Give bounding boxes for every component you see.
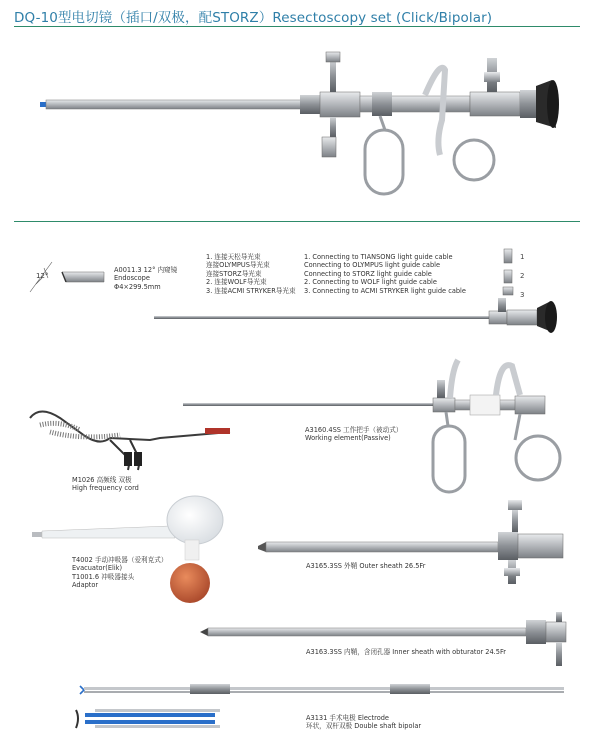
outer-sheath-label: A3165.3SS 外鞘 Outer sheath 26.5Fr [306,562,426,570]
endoscope-name: Endoscope [114,274,150,283]
endoscope-caption [114,266,177,291]
list-item: 3. Connecting to ACMI STRYKER light guide cable [304,286,466,295]
outer-sheath [258,500,563,584]
endoscope-code: A0011.3 12° 内窥镜 [114,266,178,274]
hf-cord [30,412,230,471]
list-item: Connecting to OLYMPUS light guide cable [304,261,441,270]
adaptor-name: Adaptor [72,581,99,590]
page-title: DQ-10型电切镜（插口/双极，配STORZ）Resectoscopy set (Click/Bipolar) [14,10,493,26]
hf-cord-name: High frequency cord [72,484,139,493]
inner-sheath-caption [306,648,506,656]
adapter-number-2: 2 [520,272,525,280]
evacuator-caption [72,556,167,590]
evacuator-code: T4002 手动冲吸器（爱利克式） [72,556,168,564]
hf-cord-caption [72,476,139,493]
electrode-code: A3131 手术电极 Electrode [306,714,389,722]
inner-sheath [200,612,566,666]
hf-cord-code: M1026 高频线 双极 [72,476,132,484]
list-item: 1. 连接天松导光束 [206,253,261,261]
light-guide-list-en [304,253,466,295]
adapter-number-1: 1 [520,253,525,261]
list-item: 2. Connecting to WOLF light guide cable [304,278,437,287]
working-element-code: A3160.4SS 工作把手（被动式） [305,426,403,434]
adaptor-code: T1001.6 冲吸器接头 [72,572,135,581]
working-element-caption [305,426,402,443]
electrode-type: 环状，双杆双极 Double shaft bipolar [306,722,422,731]
list-item: 连接STORZ导光束 [206,269,262,278]
endoscope-angle-label: 12° [36,272,49,280]
list-item: 1. Connecting to TIANSONG light guide cable [304,253,453,261]
list-item: 2. 连接WOLF导光束 [206,278,267,287]
light-guide-list-cn [206,253,296,295]
list-item: 连接OLYMPUS导光束 [206,261,270,270]
endoscope-size: Φ4×299.5mm [114,282,161,291]
working-element-name: Working element(Passive) [305,434,391,443]
inner-sheath-label: A3163.3SS 内鞘，含闭孔器 Inner sheath with obturator 24.5Fr [306,648,506,656]
list-item: Connecting to STORZ light guide cable [304,269,432,278]
evacuator-name: Evacuator(Elik) [72,564,123,573]
assembled-resectoscope [40,52,559,194]
outer-sheath-caption [306,562,425,570]
list-item: 3. 连接ACMI STRYKER导光束 [206,286,296,295]
electrode-caption [306,714,421,731]
adapter-number-3: 3 [520,291,525,299]
